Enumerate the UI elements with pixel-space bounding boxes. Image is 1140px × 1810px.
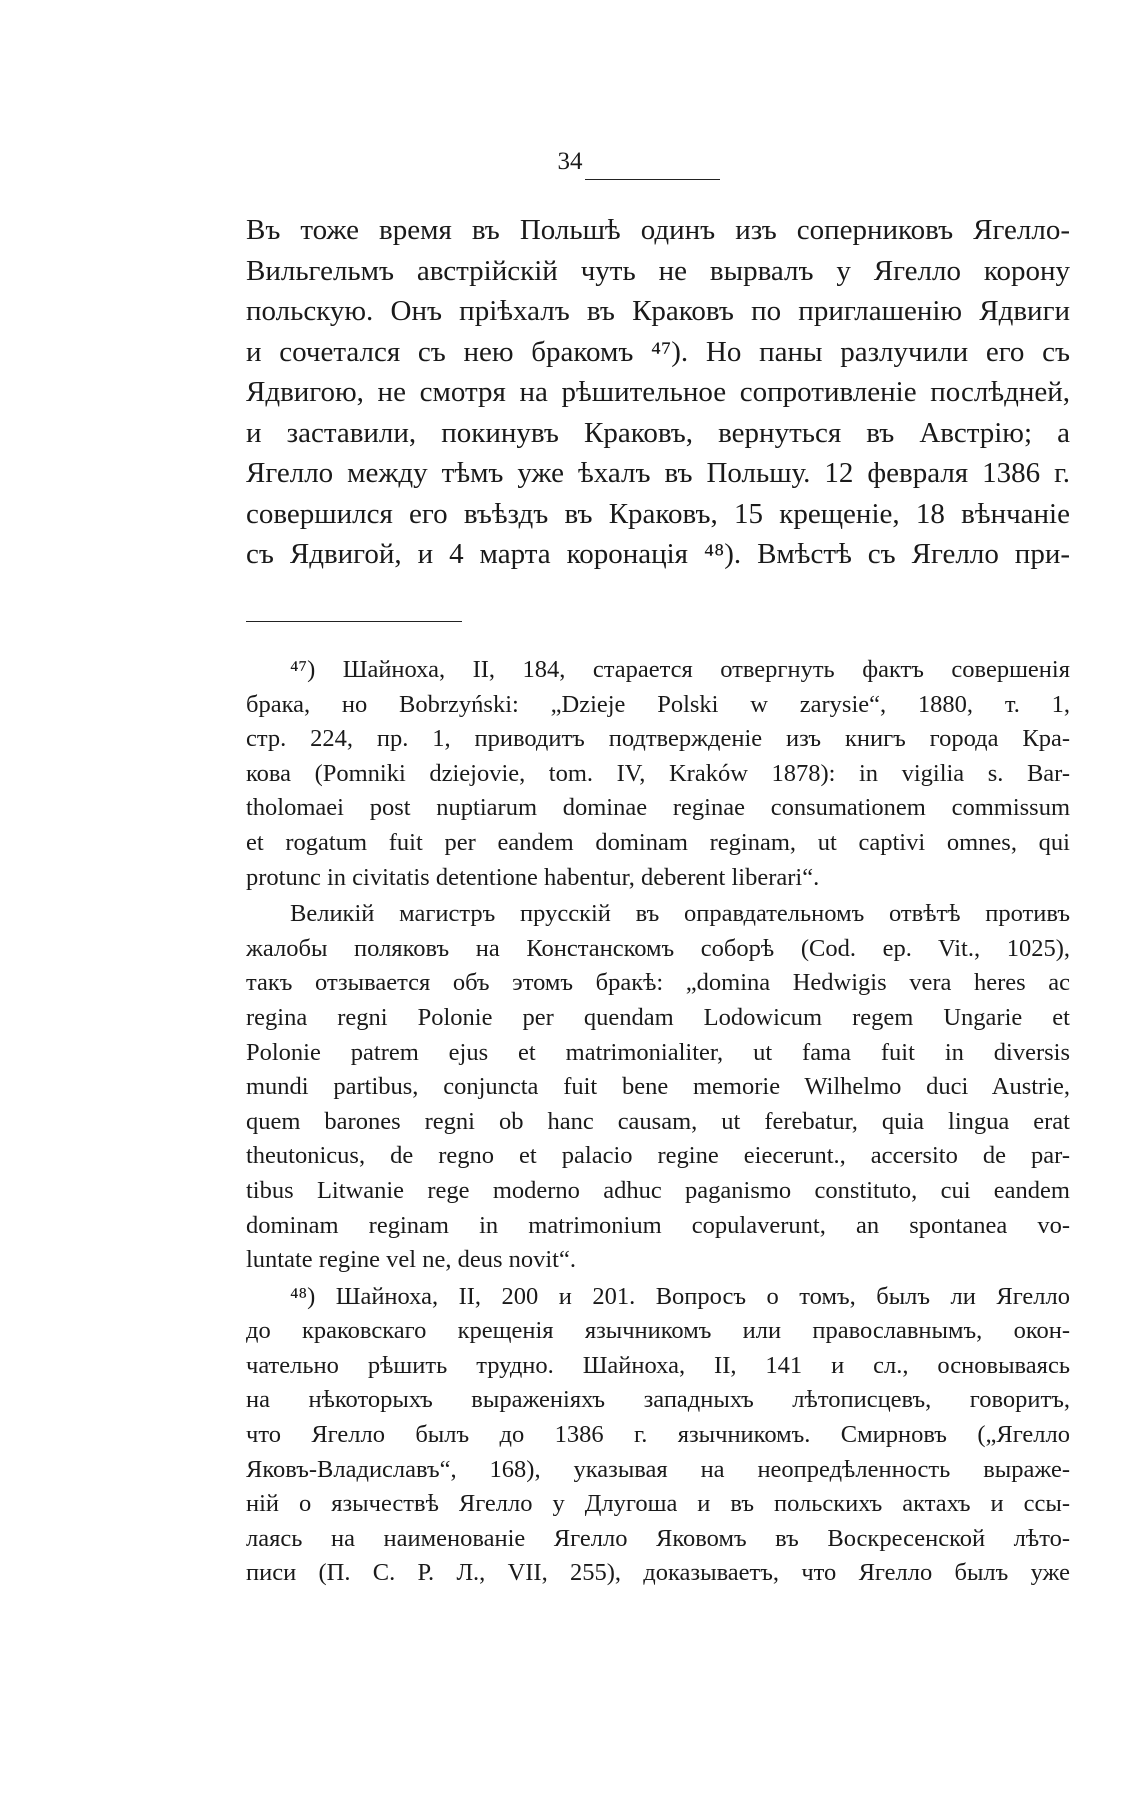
main-text (246, 210, 1070, 575)
note-line: стр. 224, пр. 1, приводитъ подтвержденіе изъ книгъ города Кра- (246, 725, 1070, 753)
note-line: et rogatum fuit per eandem dominam reginam, ut captivi omnes, qui (246, 828, 1070, 856)
note-line: что Ягелло былъ до 1386 г. язычникомъ. Смирновъ („Ягелло (246, 1421, 1070, 1449)
footnote-rule (246, 621, 462, 622)
note-line: на нѣкоторыхъ выраженіяхъ западныхъ лѣтописцевъ, говоритъ, (246, 1386, 1070, 1414)
note-line: ⁴⁸) Шайноха, II, 200 и 201. Вопросъ о томъ, былъ ли Ягелло (290, 1282, 1070, 1310)
note-line: жалобы поляковъ на Констанскомъ соборѣ (Cod. ep. Vit., 1025), (246, 934, 1070, 962)
note-line: dominam reginam in matrimonium copulaverunt, an spontanea vo- (246, 1211, 1070, 1239)
main-line: Въ тоже время въ Польшѣ одинъ изъ соперниковъ Ягелло- (246, 214, 1070, 246)
note-line: regina regni Polonie per quendam Lodowicum regem Ungarie et (246, 1003, 1070, 1031)
footnote-48 (246, 1280, 1070, 1591)
main-line: и заставили, покинувъ Краковъ, вернуться въ Австрію; а (246, 416, 1070, 449)
note-line: theutonicus, de regno et palacio regine eiecerunt., accersito de par- (246, 1142, 1070, 1170)
footnotes (246, 653, 1070, 1591)
main-line: Вильгельмъ австрійскій чуть не вырвалъ у Ягелло корону (246, 254, 1070, 287)
note-line: protunc in civitatis detentione habentur, deberent liberari“. (246, 863, 820, 891)
footnote-47 (246, 653, 1070, 895)
note-line: mundi partibus, conjuncta fuit bene memorie Wilhelmo duci Austrie, (246, 1073, 1070, 1101)
note-line: tibus Litwanie rege moderno adhuc paganismo constituto, cui eandem (246, 1176, 1070, 1204)
note-line: до краковскаго крещенія язычникомъ или православнымъ, окон- (246, 1317, 1070, 1345)
note-line: Polonie patrem ejus et matrimonialiter, ut fama fuit in diversis (246, 1038, 1070, 1066)
main-line: Ягелло между тѣмъ уже ѣхалъ въ Польшу. 12 февраля 1386 г. (246, 457, 1070, 489)
page-number-rule (585, 179, 720, 180)
note-line: ній о язычествѣ Ягелло у Длугоша и въ польскихъ актахъ и ссы- (246, 1490, 1070, 1518)
note-line: чательно рѣшить трудно. Шайноха, II, 141 и сл., основываясь (246, 1351, 1070, 1379)
note-line: tholomaei post nuptiarum dominae reginae consumationem commissum (246, 794, 1070, 822)
main-line: и сочетался съ нею бракомъ ⁴⁷). Но паны разлучили его съ (246, 335, 1070, 368)
note-line: брака, но Bobrzyński: „Dzieje Polski w zarysie“, 1880, т. 1, (246, 690, 1070, 718)
main-line: польскую. Онъ пріѣхалъ въ Краковъ по приглашенію Ядвиги (246, 295, 1070, 327)
note-line: такъ отзывается объ этомъ бракѣ: „domina Hedwigis vera heres ac (246, 969, 1070, 997)
footnote-47-continuation (246, 897, 1070, 1278)
note-line: лаясь на наименованіе Ягелло Яковомъ въ Воскресенской лѣто- (246, 1524, 1070, 1552)
note-line: писи (П. С. Р. Л., VII, 255), доказываетъ, что Ягелло былъ уже (246, 1559, 1070, 1587)
main-line: съ Ядвигой, и 4 марта коронація ⁴⁸). Вмѣстѣ съ Ягелло при- (246, 538, 1070, 570)
note-line: luntate regine vel ne, deus novit“. (246, 1246, 576, 1274)
page-number: 34 (557, 148, 583, 175)
main-line: Ядвигою, не смотря на рѣшительное сопротивленіе послѣдней, (246, 376, 1070, 408)
note-line: кова (Pomniki dziejovie, tom. IV, Kraków 1878): in vigilia s. Bar- (246, 759, 1070, 787)
note-line: quem barones regni ob hanc causam, ut ferebatur, quia lingua erat (246, 1107, 1070, 1135)
main-line: совершился его въѣздъ въ Краковъ, 15 крещеніе, 18 вѣнчаніе (246, 497, 1070, 530)
note-line: ⁴⁷) Шайноха, II, 184, старается отвергнуть фактъ совершенія (290, 656, 1070, 683)
note-line: Великій магистръ прусскій въ оправдательномъ отвѣтѣ противъ (290, 900, 1070, 928)
note-line: Яковъ-Владиславъ“, 168), указывая на неопредѣленность выраже- (246, 1455, 1070, 1483)
